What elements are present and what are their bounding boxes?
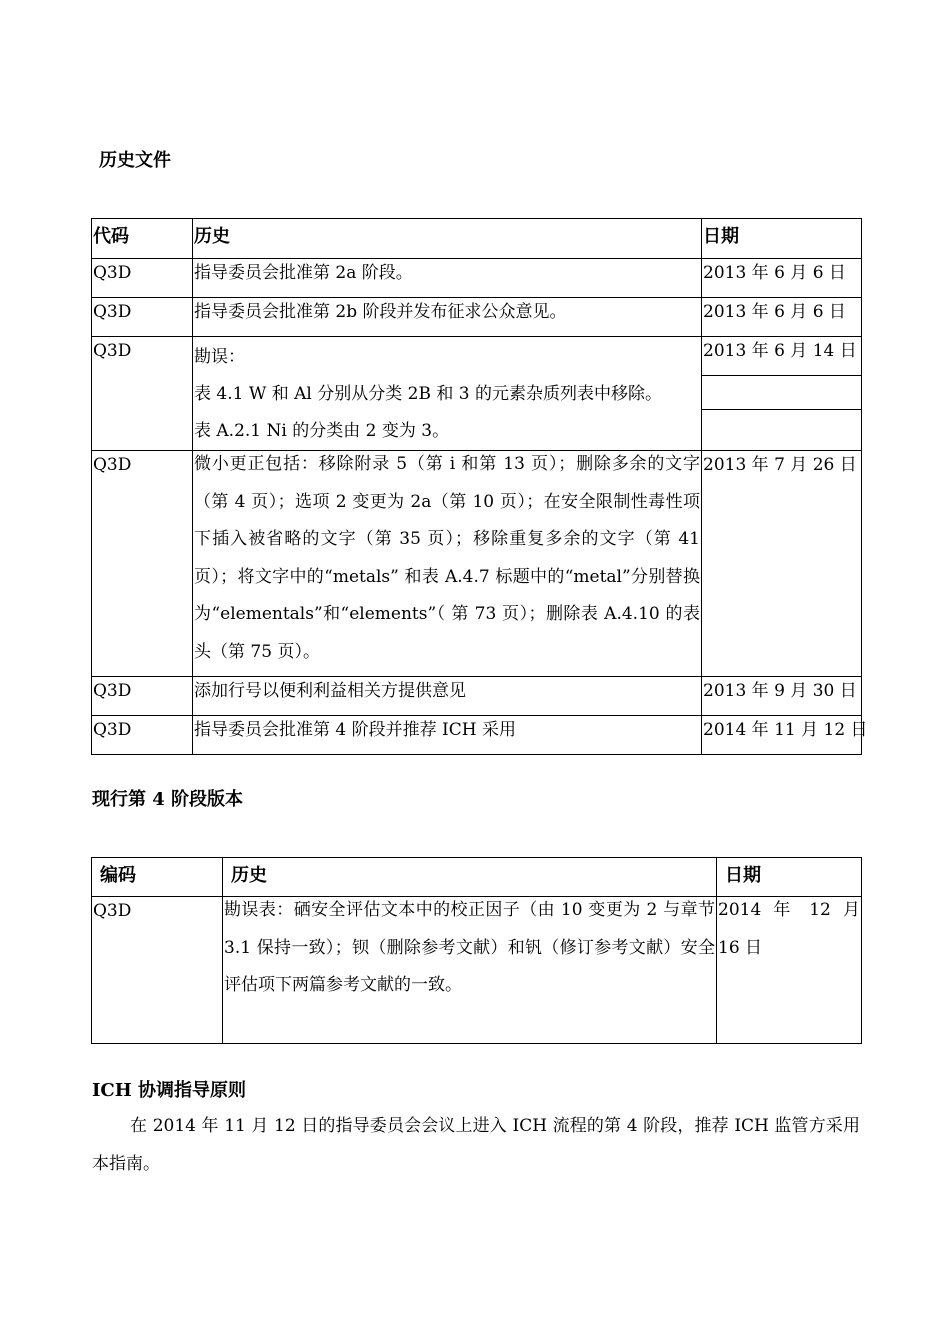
table-row (92, 337, 862, 451)
history-line: 勘误表：硒安全评估文本中的校正因子（由 10 变更为 2 与章节 3.1 保持一致）；钡（删除参考文献）和钒（修订参考文献）安全评估项下两篇参考文献的一致。 (224, 900, 715, 995)
row-date: 2014 年 11 月 12 日 (702, 716, 862, 755)
header-date: 日期 (702, 219, 862, 259)
row-history: 指导委员会批准第 4 阶段并推荐 ICH 采用 (193, 716, 702, 755)
table-row (92, 259, 862, 298)
row-code: Q3D (92, 716, 193, 755)
table-row (92, 298, 862, 337)
ich-paragraph: 在 2014 年 11 月 12 日的指导委员会会议上进入 ICH 流程的第 4 阶段，推荐 ICH 监管方采用本指南。 (92, 1116, 860, 1174)
row-history (193, 337, 702, 451)
row-date: 2014 年 12 月 16 日 (718, 900, 860, 958)
history-line: 表 4.1 W 和 Al 分别从分类 2B 和 3 的元素杂质列表中移除。 (194, 384, 662, 404)
empty-subcell (702, 376, 861, 410)
row-code: Q3D (92, 337, 193, 451)
row-code: Q3D (92, 677, 193, 716)
header-code: 代码 (92, 219, 193, 259)
empty-subcell (702, 410, 861, 448)
table-header-row (92, 858, 862, 897)
history-table (91, 218, 868, 755)
row-date: 2013 年 7 月 26 日 (702, 451, 862, 677)
row-date-cell (702, 337, 862, 451)
row-code: Q3D (92, 451, 193, 677)
row-history: 指导委员会批准第 2a 阶段。 (193, 259, 702, 298)
header-date: 日期 (717, 858, 862, 897)
history-line: 勘误： (194, 347, 245, 367)
table-row (92, 677, 862, 716)
header-code: 编码 (92, 858, 223, 897)
row-date: 2013 年 6 月 6 日 (702, 259, 862, 298)
row-date: 2013 年 6 月 6 日 (702, 298, 862, 337)
row-history (193, 451, 702, 677)
row-date: 2013 年 6 月 14 日 (702, 337, 861, 376)
row-date-cell (717, 897, 862, 1044)
header-history: 历史 (223, 858, 717, 897)
current-table (91, 857, 862, 1044)
history-section-title: 历史文件 (99, 150, 171, 171)
row-history: 指导委员会批准第 2b 阶段并发布征求公众意见。 (193, 298, 702, 337)
current-section-title: 现行第 4 阶段版本 (92, 789, 244, 810)
table-header-row (92, 219, 862, 259)
row-date: 2013 年 9 月 30 日 (702, 677, 862, 716)
history-line: 表 A.2.1 Ni 的分类由 2 变为 3。 (194, 421, 450, 441)
header-history: 历史 (193, 219, 702, 259)
row-history: 添加行号以便利利益相关方提供意见 (193, 677, 702, 716)
table-row (92, 897, 862, 1044)
row-code: Q3D (92, 897, 223, 1044)
table-row (92, 716, 862, 755)
ich-section-title: ICH 协调指导原则 (92, 1080, 247, 1101)
history-line: 微小更正包括：移除附录 5（第 i 和第 13 页）；删除多余的文字（第 4 页）；选项 2 变更为 2a（第 10 页）；在安全限制性毒性项下插入被省略的文字（第 35 页）；移除重复多余的文字（第 41 页）；将文字中的“metals” 和表 A.4.7 标题中的“metal”分别替换为“elementals”和“elements”（ 第 73 页）；删除表 A.4.10 的表头（第 75 页）。 (194, 454, 700, 662)
table-row (92, 451, 862, 677)
row-history (223, 897, 717, 1044)
row-code: Q3D (92, 298, 193, 337)
row-code: Q3D (92, 259, 193, 298)
